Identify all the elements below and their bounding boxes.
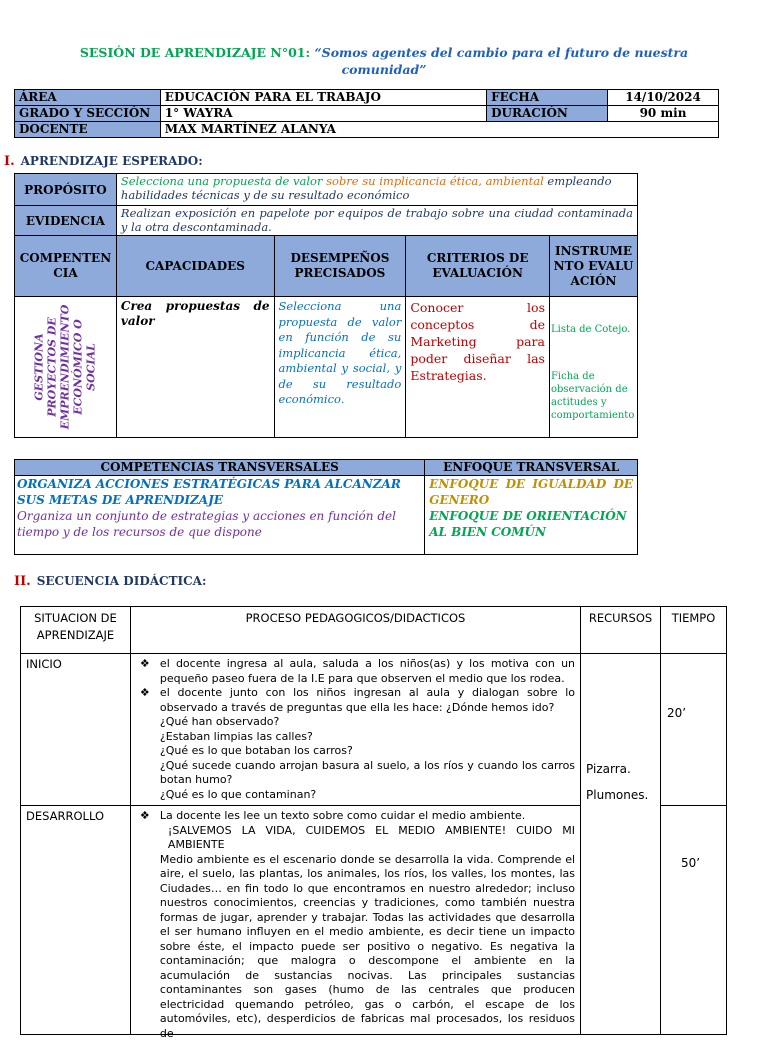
evidencia-label: EVIDENCIA	[15, 206, 117, 236]
inicio-tiempo: 20’	[661, 654, 727, 806]
instrumento-ficha: Ficha de observación de actitudes y comportamiento	[550, 371, 635, 421]
header-competencia: COMPENTENCIA	[15, 236, 117, 297]
header-proceso: PROCESO PEDAGOGICOS/DIDACTICOS	[130, 607, 580, 654]
secuencia-table	[20, 606, 727, 1040]
inicio-question-3: ¿Qué es lo que botaban los carros?	[159, 744, 353, 757]
inicio-label: INICIO	[21, 654, 131, 806]
recurso-pizarra: Pizarra.	[586, 762, 631, 776]
inicio-item-1: ❖ el docente ingresa al aula, saluda a los niños(as) y los motiva con un pequeño paseo fuera de la I.E para que observen el medio que los rodea.	[139, 657, 576, 685]
proposito-value	[116, 174, 637, 206]
desarrollo-tiempo: 50’	[661, 806, 727, 1035]
header-criterios: CRITERIOS DE EVALUACIÓN	[406, 236, 550, 297]
competencia-transversal-title: ORGANIZA ACCIONES ESTRATÉGICAS PARA ALCANZAR SUS METAS DE APRENDIZAJE	[17, 477, 401, 507]
duracion-label: DURACIÓN	[487, 106, 608, 122]
inicio-list	[136, 657, 575, 715]
session-number: SESIÓN DE APRENDIZAJE N°01:	[79, 45, 315, 60]
desarrollo-item-1: ❖ La docente les lee un texto sobre como cuidar el medio ambiente.	[139, 809, 526, 822]
bullet-icon: ❖	[139, 686, 150, 699]
inicio-question-4: ¿Qué sucede cuando arrojan basura al suelo, a los ríos y cuando los carros botan humo?	[159, 758, 576, 786]
info-table	[14, 89, 719, 138]
docente-value: MAX MARTÍNEZ ALANYA	[160, 122, 718, 138]
desarrollo-list	[136, 809, 575, 824]
proposito-part1: Selecciona una propuesta de valor	[120, 174, 323, 188]
section-1-title: APRENDIZAJE ESPERADO:	[20, 154, 203, 168]
session-topic: “Somos agentes del cambio para el futuro de nuestra	[314, 45, 689, 60]
page-title	[0, 44, 768, 78]
desarrollo-text-body: Medio ambiente es el escenario donde se desarrolla la vida. Comprende el aire, el suelo, las plantas, los animales, los ríos, los valles, los montes, las Ciudades… en fin todo lo que encontramos en nuestro alrededor; incluso nuestros conocimientos, creencias y tradiciones, como también nuestra formas de jugar, aprender y trabajar. Todas las actividades que desarrolla el ser humano influyen en el medio ambiente, es decir tiene un impacto sobre éste, el impacto puede ser positivo o negativo. Es negativa la contaminación; que malogra o descompone el ambiente en la acumulación de sustancias nocivas. Las principales sustancias contaminantes son gases (humo de las centrales que producen electricidad quemando petróleo, gas o carbón, el escape de los automóviles, etc), desperdicios de fabricas mal procesados, los residuos de	[159, 852, 576, 1040]
recursos-cell	[581, 654, 661, 1035]
fecha-value: 14/10/2024	[608, 90, 719, 106]
enfoque-igualdad: ENFOQUE DE IGUALDAD DE GENERO	[429, 477, 633, 507]
instrumento-cell	[549, 297, 637, 438]
grado-label: GRADO Y SECCIÓN	[15, 106, 161, 122]
enfoque-bien-comun: ENFOQUE DE ORIENTACIÓN AL BIEN COMÚN	[429, 509, 627, 539]
section-1-number: I.	[4, 154, 15, 169]
header-capacidades: CAPACIDADES	[116, 236, 274, 297]
area-label: ÁREA	[15, 90, 161, 106]
duracion-value: 90 min	[608, 106, 719, 122]
section-2-number: II.	[14, 574, 31, 589]
aprendizaje-table	[14, 173, 638, 438]
proposito-label: PROPÓSITO	[15, 174, 117, 206]
grado-value: 1° WAYRA	[160, 106, 486, 122]
section-2-heading	[14, 574, 206, 589]
bullet-icon: ❖	[139, 657, 150, 670]
inicio-item-2: ❖ el docente junto con los niños ingresan al aula y dialogan sobre lo observado a través de preguntas que ella les hace: ¿Dónde hemos ido?	[139, 686, 576, 714]
session-topic-cont: comunidad”	[341, 62, 427, 77]
inicio-question-2: ¿Estaban limpias las calles?	[159, 729, 313, 743]
fecha-label: FECHA	[487, 90, 608, 106]
inicio-question-5: ¿Qué es lo que contaminan?	[159, 787, 317, 801]
area-value: EDUCACIÓN PARA EL TRABAJO	[160, 90, 486, 106]
competencia-cell	[15, 297, 117, 438]
desarrollo-content	[130, 806, 580, 1040]
bullet-icon: ❖	[139, 809, 150, 822]
competencia-text: GESTIONA PROYECTOS DE EMPRENDIMIENTO ECONÓMICO O SOCIAL	[32, 304, 98, 430]
evidencia-value: Realizan exposición en papelote por equipos de trabajo sobre una ciudad contaminada y la otra descontaminada.	[116, 206, 637, 236]
desarrollo-text-title: ¡SALVEMOS LA VIDA, CUIDEMOS EL MEDIO AMBIENTE! CUIDO MI AMBIENTE	[167, 823, 576, 851]
recurso-plumones: Plumones.	[586, 788, 649, 802]
proposito-part3: empleando habilidades técnicas y de su resultado económico	[120, 174, 612, 202]
header-competencias-transversales: COMPETENCIAS TRANSVERSALES	[15, 460, 425, 476]
header-instrumento: INSTRUMENTO EVALUACIÓN	[549, 236, 637, 297]
instrumento-lista: Lista de Cotejo.	[550, 324, 631, 335]
header-desempenos: DESEMPEÑOS PRECISADOS	[274, 236, 406, 297]
competencia-transversal-desc: Organiza un conjunto de estrategias y acciones en función del tiempo y de los recursos de que dispone	[17, 509, 396, 539]
inicio-question-1: ¿Qué han observado?	[159, 715, 280, 728]
section-2-title: SECUENCIA DIDÁCTICA:	[36, 574, 207, 588]
inicio-content	[130, 654, 580, 806]
proposito-part2: sobre su implicancia ética, ambiental	[322, 174, 544, 188]
criterio-value: Conocer los conceptos de Marketing para poder diseñar las Estrategias.	[406, 297, 550, 438]
docente-label: DOCENTE	[15, 122, 161, 138]
enfoque-cell	[425, 476, 638, 555]
header-situacion: SITUACION DE APRENDIZAJE	[21, 607, 131, 654]
desarrollo-label: DESARROLLO	[21, 806, 131, 1035]
capacidad-value: Crea propuestas de valor	[116, 297, 274, 438]
header-recursos: RECURSOS	[581, 607, 661, 654]
header-enfoque-transversal: ENFOQUE TRANSVERSAL	[425, 460, 638, 476]
transversal-table	[14, 459, 638, 555]
header-tiempo: TIEMPO	[661, 607, 727, 654]
section-1-heading	[4, 154, 203, 169]
desempeno-value: Selecciona una propuesta de valor en función de su implicancia ética, ambiental y social, y de su resultado económico.	[274, 297, 406, 438]
competencia-transversal-cell	[15, 476, 425, 555]
